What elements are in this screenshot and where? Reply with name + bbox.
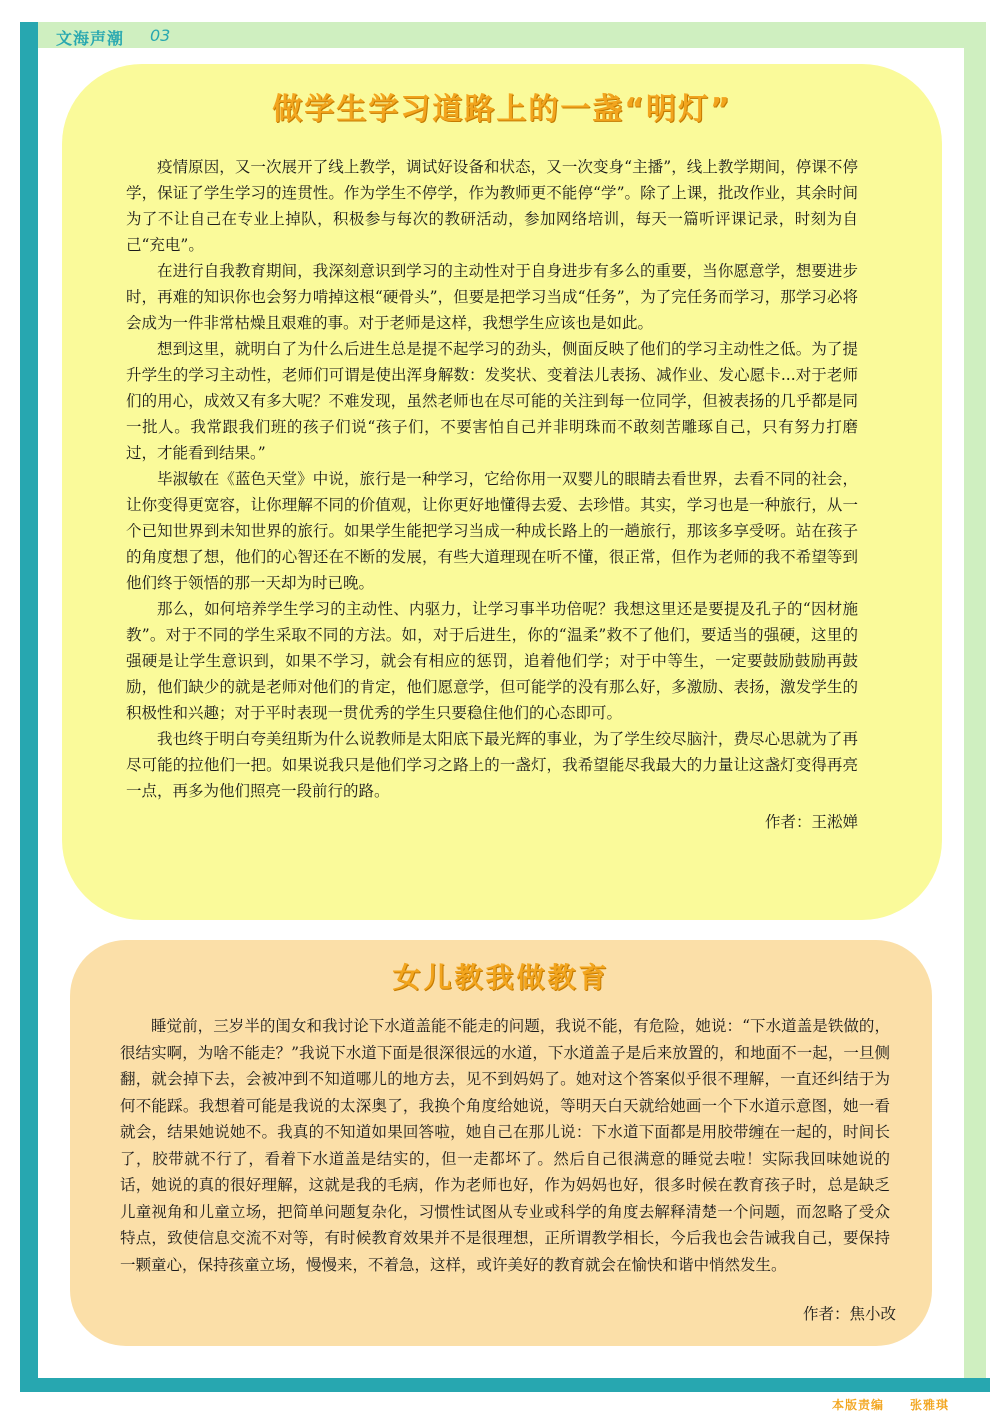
right-border [964,22,986,1392]
page-number: 03 [150,26,171,45]
article-1-body [126,154,858,804]
bottom-border [20,1378,990,1392]
left-border [20,22,38,1392]
editor-label: 本版责编 [832,1398,885,1412]
article-2-title: 女儿教我做教育 [392,961,610,994]
article-1-paragraph: 在进行自我教育期间，我深刻意识到学习的主动性对于自身进步有多么的重要，当你愿意学，想要进步时，再难的知识你也会努力啃掉这根“硬骨头”，但要是把学习当成“任务”，为了完任务而学习，那学习必将会成为一件非常枯燥且艰难的事。对于老师是这样，我想学生应该也是如此。 [126,262,858,332]
article-2-paragraph: 睡觉前，三岁半的闺女和我讨论下水道盖能不能走的问题，我说不能，有危险，她说：“下水道盖是铁做的，很结实啊，为啥不能走？”我说下水道下面是很深很远的水道，下水道盖子是后来放置的，和地面不一起，一旦侧翻，就会掉下去，会被冲到不知道哪儿的地方去，见不到妈妈了。她对这个答案似乎很不理解，一直还纠结于为何不能踩。我想着可能是我说的太深奥了，我换个角度给她说，等明天白天就给她画一个下水道示意图，她一看就会，结果她说她不。我真的不知道如果回答啦，她自己在那儿说：下水道下面都是用胶带缠在一起的，时间长了，胶带就不行了，看着下水道盖是结实的，但一走都坏了。然后自己很满意的睡觉去啦！实际我回味她说的话，她说的真的很好理解，这就是我的毛病，作为老师也好，作为妈妈也好，很多时候在教育孩子时，总是缺乏儿童视角和儿童立场，把简单问题复杂化，习惯性试图从专业或科学的角度去解释清楚一个问题，而忽略了受众特点，致使信息交流不对等，有时候教育效果并不是很理想，正所谓教学相长，今后我也会告诫我自己，要保持一颗童心，保持孩童立场，慢慢来，不着急，这样，或许美好的教育就会在愉快和谐中悄然发生。 [120,1017,890,1274]
article-1-paragraph: 疫情原因，又一次展开了线上教学，调试好设备和状态，又一次变身“主播”，线上教学期间，停课不停学，保证了学生学习的连贯性。作为学生不停学，作为教师更不能停“学”。除了上课，批改作业，其余时间为了不让自己在专业上掉队，积极参与每次的教研活动，参加网络培训，每天一篇听评课记录，时刻为自己“充电”。 [126,158,858,254]
article-2-body [120,1013,890,1278]
article-1-paragraph: 我也终于明白夸美纽斯为什么说教师是太阳底下最光辉的事业，为了学生绞尽脑汁，费尽心思就为了再尽可能的拉他们一把。如果说我只是他们学习之路上的一盏灯，我希望能尽我最大的力量让这盏灯变得再亮一点，再多为他们照亮一段前行的路。 [126,730,858,800]
article-2-author: 作者：焦小改 [802,1305,896,1323]
article-1-title: 做学生学习道路上的一盏“明灯” [272,92,732,127]
article-card-2 [70,940,932,1346]
section-label: 文海声潮 [56,29,125,48]
article-1-paragraph: 想到这里，就明白了为什么后进生总是提不起学习的劲头，侧面反映了他们的学习主动性之低。为了提升学生的学习主动性，老师们可谓是使出浑身解数：发奖状、变着法儿表扬、减作业、发心愿卡...对于老师们的用心，成效又有多大呢？不难发现，虽然老师也在尽可能的关注到每一位同学，但被表扬的几乎都是同一批人。我常跟我们班的孩子们说“孩子们，不要害怕自己并非明珠而不敢刻苦雕琢自己，只有努力打磨过，才能看到结果。” [126,340,858,462]
article-card-1 [62,64,942,920]
footer-editor-credit [832,1396,949,1413]
article-1-paragraph: 那么，如何培养学生学习的主动性、内驱力，让学习事半功倍呢？我想这里还是要提及孔子的“因材施教”。对于不同的学生采取不同的方法。如，对于后进生，你的“温柔”救不了他们，要适当的强硬，这里的强硬是让学生意识到，如果不学习，就会有相应的惩罚，追着他们学；对于中等生，一定要鼓励鼓励再鼓励，他们缺少的就是老师对他们的肯定，他们愿意学，但可能学的没有那么好，多激励、表扬，激发学生的积极性和兴趣；对于平时表现一贯优秀的学生只要稳住他们的心态即可。 [126,600,858,722]
editor-name: 张雅琪 [910,1398,950,1412]
article-1-paragraph: 毕淑敏在《蓝色天堂》中说，旅行是一种学习，它给你用一双婴儿的眼睛去看世界，去看不同的社会，让你变得更宽容，让你理解不同的价值观，让你更好地懂得去爱、去珍惜。其实，学习也是一种旅行，从一个已知世界到未知世界的旅行。如果学生能把学习当成一种成长路上的一趟旅行，那该多享受呀。站在孩子的角度想了想，他们的心智还在不断的发展，有些大道理现在听不懂，很正常，但作为老师的我不希望等到他们终于领悟的那一天却为时已晚。 [126,470,858,592]
article-1-author: 作者：王淞婵 [764,813,858,831]
